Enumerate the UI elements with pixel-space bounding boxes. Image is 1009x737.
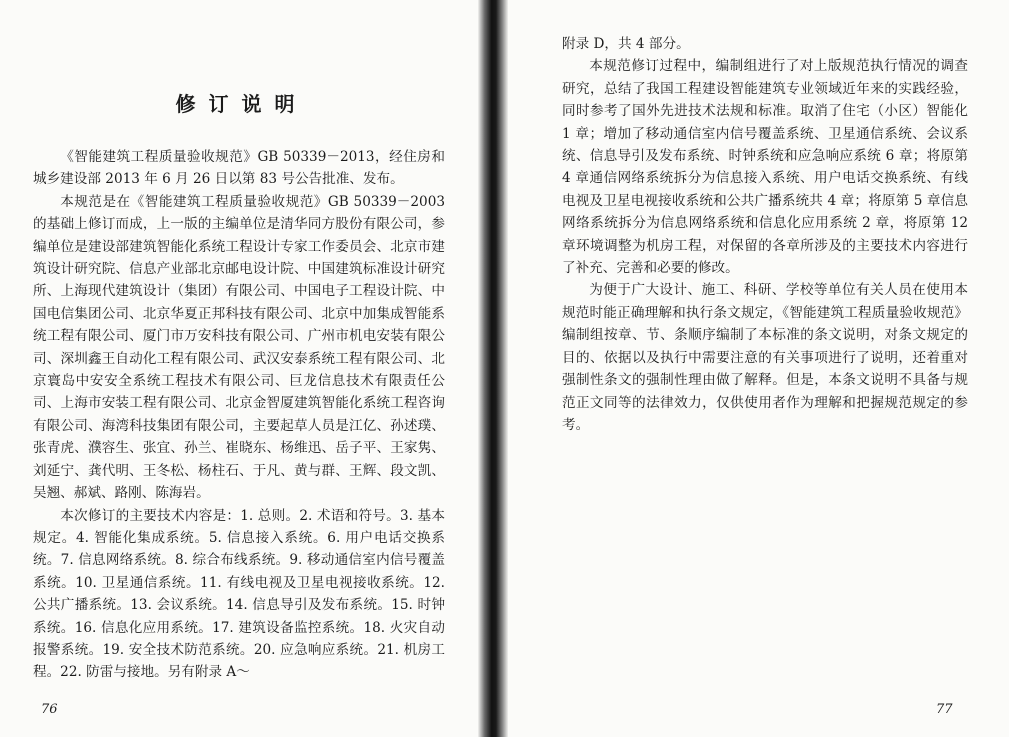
- page-number-left: 76: [41, 702, 58, 717]
- right-page: [505, 0, 1009, 737]
- paragraph-purpose: 为便于广大设计、施工、科研、学校等单位有关人员在使用本规范时能正确理解和执行条文规定，《智能建筑工程质量验收规范》编制组按章、节、条顺序编制了本标准的条文说明，对条文规定的目的、依据以及执行中需要注意的有关事项进行了说明，还着重对强制性条文的强制性理由做了解释。但是，本条文说明不具备与规范正文同等的法律效力，仅供使用者作为理解和把握规范规定的参考。: [562, 282, 968, 433]
- page-number-right: 77: [936, 702, 953, 717]
- left-page-body: [33, 146, 445, 684]
- paragraph-history: 本规范是在《智能建筑工程质量验收规范》GB 50339－2003 的基础上修订而成，上一版的主编单位是清华同方股份有限公司，参编单位是建设部建筑智能化系统工程设计专家工作委员会、北京市建筑设计研究院、信息产业部北京邮电设计院、中国建筑标准设计研究所、上海现代建筑设计（集团）有限公司、中国电子工程设计院、中国电信集团公司、北京华夏正邦科技有限公司、北京中加集成智能系统工程有限公司、厦门市万安科技有限公司、广州市机电安装有限公司、深圳鑫王自动化工程有限公司、武汉安泰系统工程有限公司、北京寰岛中安安全系统工程技术有限公司、巨龙信息技术有限责任公司、上海市安装工程有限公司、北京金智厦建筑智能化系统工程咨询有限公司、海湾科技集团有限公司，主要起草人员是江亿、孙述璞、张青虎、濮容生、张宜、孙兰、崔晓东、杨维迅、岳子平、王家隽、刘延宁、龚代明、王冬松、杨柱石、于凡、黄与群、王辉、段文凯、吴翘、郝斌、路刚、陈海岩。: [33, 193, 445, 502]
- paragraph-continuation: 附录 D，共 4 部分。: [562, 36, 690, 52]
- book-gutter: [478, 0, 508, 737]
- left-page: [0, 0, 483, 737]
- page-title: 修订说明: [175, 92, 308, 116]
- paragraph-approval: 《智能建筑工程质量验收规范》GB 50339－2013，经住房和城乡建设部 2013 年 6 月 26 日以第 83 号公告批准、发布。: [33, 149, 445, 188]
- paragraph-contents: 本次修订的主要技术内容是：1. 总则。2. 术语和符号。3. 基本规定。4. 智能化集成系统。5. 信息接入系统。6. 用户电话交换系统。7. 信息网络系统。8. 综合布线系统。9. 移动通信室内信号覆盖系统。10. 卫星通信系统。11. 有线电视及卫星电视接收系统。12. 公共广播系统。13. 会议系统。14. 信息导引及发布系统。15. 时钟系统。16. 信息化应用系统。17. 建筑设备监控系统。18. 火灾自动报警系统。19. 安全技术防范系统。20. 应急响应系统。21. 机房工程。22. 防雷与接地。另有附录 A～: [33, 507, 445, 681]
- paragraph-revision-process: 本规范修订过程中，编制组进行了对上版规范执行情况的调查研究，总结了我国工程建设智能建筑专业领域近年来的实践经验，同时参考了国外先进技术法规和标准。取消了住宅（小区）智能化 1 章；增加了移动通信室内信号覆盖系统、卫星通信系统、会议系统、信息导引及发布系统、时钟系统和应急响应系统 6 章；将原第 4 章通信网络系统拆分为信息接入系统、用户电话交换系统、有线电视及卫星电视接收系统和公共广播系统共 4 章；将原第 5 章信息网络系统拆分为信息网络系统和信息化应用系统 2 章，将原第 12 章环境调整为机房工程，对保留的各章所涉及的主要技术内容进行了补充、完善和必要的修改。: [562, 58, 968, 277]
- right-page-body: [562, 33, 968, 436]
